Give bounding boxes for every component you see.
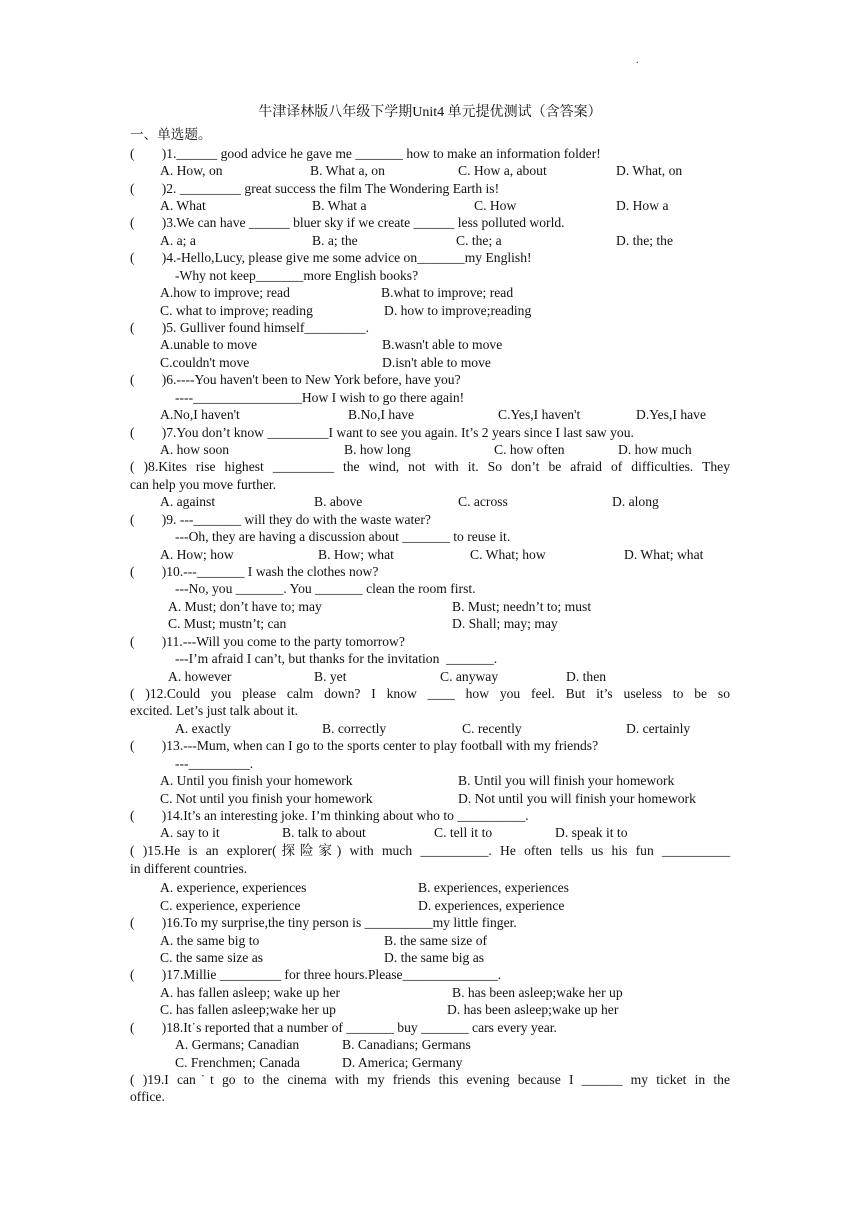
question-line: ( )4.-Hello,Lucy, please give me some advice on_______my English! [130,250,532,265]
option-text: B. correctly [322,721,387,736]
text-line: ---Oh, they are having a discussion about _______ to reuse it. [175,529,511,544]
option-text: C. Not until you finish your homework [160,791,373,806]
option-text: D. the; the [616,233,674,248]
option-text: A. experience, experiences [160,880,307,895]
option-text: C. the; a [456,233,502,248]
option-text: C. how often [494,442,565,457]
question-line: ( )11.---Will you come to the party tomorrow? [130,634,405,649]
option-text: C. What; how [470,547,546,562]
text-line: can help you move further. [130,477,277,492]
option-text: A. Must; don’t have to; may [168,599,322,614]
option-text: A. What [160,198,206,213]
option-text: A. has fallen asleep; wake up her [160,985,341,1000]
option-text: D. along [612,494,659,509]
option-text: C. Must; mustn’t; can [168,616,287,631]
option-text: D. how to improve;reading [384,303,532,318]
question-line: ( )7.You don’t know _________I want to see you again. It’s 2 years since I last saw you. [130,425,634,440]
question-line: ( )3.We can have ______ bluer sky if we create ______ less polluted world. [130,215,565,230]
option-text: A. exactly [175,721,231,736]
option-text: C. the same size as [160,950,264,965]
option-text: D. What; what [624,547,704,562]
option-text: B. Canadians; Germans [342,1037,471,1052]
option-text: A. How, on [160,163,223,178]
option-text: C. anyway [440,669,499,684]
text-line: -Why not keep_______more English books? [175,268,419,283]
corner-dot: . [636,55,639,66]
question-line: ( )6.----You haven't been to New York before, have you? [130,372,461,387]
option-text: B. yet [314,669,347,684]
question-line: ( )13.---Mum, when can I go to the sports center to play football with my friends? [130,738,599,753]
option-text: D. What, on [616,163,683,178]
question-line: ( )14.It’s an interesting joke. I’m thinking about who to __________. [130,808,529,823]
option-text: B. What a, on [310,163,385,178]
option-text: D. Not until you will finish your homework [458,791,696,806]
option-text: C. experience, experience [160,898,301,913]
section-heading: 一、单选题。 [130,127,212,142]
option-text: D. Shall; may; may [452,616,558,631]
option-text: D. experiences, experience [418,898,565,913]
text-line: ----________________How I wish to go there again! [175,390,465,405]
option-text: B. Until you will finish your homework [458,773,675,788]
text-line: excited. Let’s just talk about it. [130,703,298,718]
option-text: D. America; Germany [342,1055,463,1070]
question-line: ( )17.Millie _________ for three hours.Please______________. [130,967,502,982]
question-line: ( )8.Kites rise highest _________ the wind, not with it. So don’t be afraid of difficulties. They [130,459,730,474]
option-text: C. How a, about [458,163,547,178]
option-text: D. the same big as [384,950,485,965]
question-line: ( )19.I can˙t go to the cinema with my friends this evening because I ______ my ticket in the [130,1072,730,1087]
option-text: B. talk to about [282,825,366,840]
option-text: C. tell it to [434,825,493,840]
option-text: B. above [314,494,363,509]
question-line: ( )18.It˙s reported that a number of _______ buy _______ cars every year. [130,1020,557,1035]
option-text: D. how much [618,442,692,457]
question-line: ( )5. Gulliver found himself_________. [130,320,369,335]
question-line: ( )2. _________ great success the film The Wondering Earth is! [130,181,500,196]
page-title: 牛津译林版八年级下学期Unit4 单元提优测试（含答案） [258,105,602,120]
option-text: A. however [168,669,232,684]
option-text: A. the same big to [160,933,260,948]
option-text: C. has fallen asleep;wake her up [160,1002,336,1017]
option-text: A. a; a [160,233,196,248]
option-text: C. what to improve; reading [160,303,313,318]
option-text: C. How [474,198,517,213]
option-text: A. Germans; Canadian [175,1037,300,1052]
option-text: B. how long [344,442,411,457]
option-text: A.how to improve; read [160,285,290,300]
option-text: B. the same size of [384,933,488,948]
option-text: B. a; the [312,233,358,248]
option-text: D. certainly [626,721,691,736]
question-line: ( )9. ---_______ will they do with the waste water? [130,512,431,527]
option-text: A.unable to move [160,337,258,352]
option-text: C.couldn't move [160,355,250,370]
option-text: D.isn't able to move [382,355,491,370]
option-text: A. How; how [160,547,234,562]
option-text: C.Yes,I haven't [498,407,581,422]
question-line: ( )1.______ good advice he gave me _______ how to make an information folder! [130,146,601,161]
option-text: A.No,I haven't [160,407,240,422]
question-line: ( )12.Could you please calm down? I know ____ how you feel. But it’s useless to be so [130,686,730,701]
option-text: C. across [458,494,508,509]
option-text: B.wasn't able to move [382,337,503,352]
option-text: D. then [566,669,607,684]
text-line: in different countries. [130,861,248,876]
option-text: C. recently [462,721,522,736]
option-text: D. How a [616,198,669,213]
question-line: ( )16.To my surprise,the tiny person is __________my little finger. [130,915,517,930]
option-text: D. has been asleep;wake up her [447,1002,619,1017]
question-line: ( )10.---_______ I wash the clothes now? [130,564,379,579]
option-text: B. Must; needn’t to; must [452,599,592,614]
text-line: ---I’m afraid I can’t, but thanks for the invitation _______. [175,651,498,666]
option-text: B.what to improve; read [381,285,514,300]
option-text: B. experiences, experiences [418,880,569,895]
option-text: A. how soon [160,442,230,457]
option-text: D.Yes,I have [636,407,706,422]
text-line: ---_________. [175,756,254,771]
option-text: A. against [160,494,216,509]
option-text: A. say to it [160,825,220,840]
question-line: ( )15.He is an explorer(探险家) with much __________. He often tells us his fun __________ [130,843,730,858]
option-text: B. How; what [318,547,394,562]
option-text: A. Until you finish your homework [160,773,353,788]
option-text: B. has been asleep;wake her up [452,985,623,1000]
text-line: office. [130,1089,165,1104]
text-line: ---No, you _______. You _______ clean the room first. [175,581,476,596]
option-text: D. speak it to [555,825,628,840]
option-text: B. What a [312,198,367,213]
option-text: C. Frenchmen; Canada [175,1055,300,1070]
option-text: B.No,I have [348,407,415,422]
